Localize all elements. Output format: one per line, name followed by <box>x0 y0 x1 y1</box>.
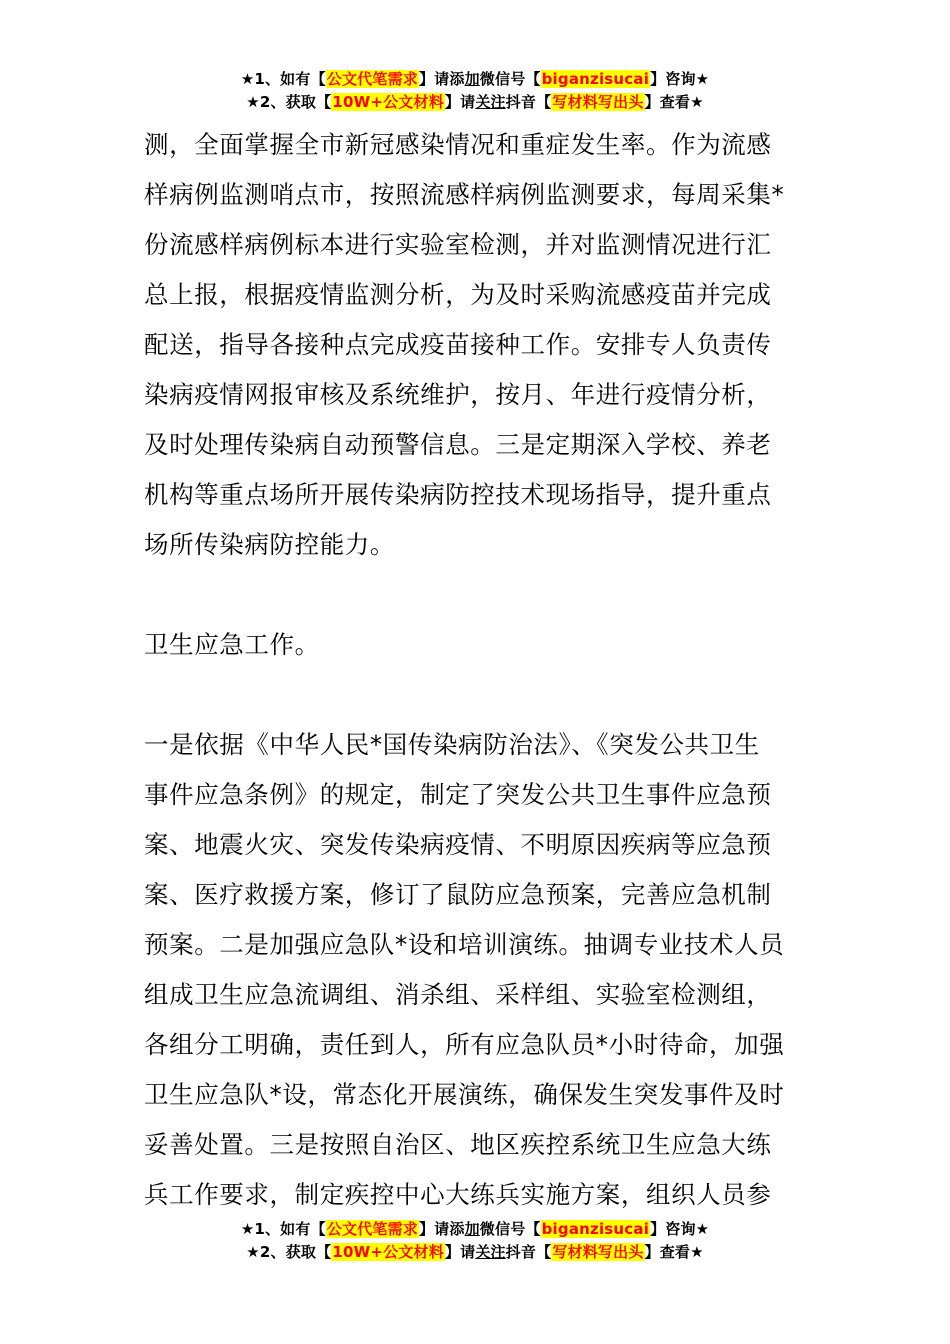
paragraph-2 <box>144 720 810 1220</box>
text-line: 染病疫情网报审核及系统维护，按月、年进行疫情分析， <box>144 380 772 409</box>
section-heading: 卫生应急工作。 <box>144 630 320 659</box>
promo-line-1: ★1、如有【公文代笔需求】请添加微信号【biganzisucai】咨询★ <box>240 1220 710 1238</box>
paragraph-spacer <box>144 670 810 720</box>
wechat-id-highlight: biganzisucai <box>541 70 650 88</box>
text-line: 及时处理传染病自动预警信息。三是定期深入学校、养老 <box>144 430 772 459</box>
paragraph-1 <box>144 120 810 570</box>
douyin-highlight: 写材料写出头 <box>552 1243 644 1261</box>
text-line: 份流感样病例标本进行实验室检测，并对监测情况进行汇 <box>144 230 772 259</box>
document-body <box>144 120 810 1220</box>
bottom-promo-banner <box>0 1218 950 1264</box>
text-line: 配送，指导各接种点完成疫苗接种工作。安排专人负责传 <box>144 330 772 359</box>
promo-highlight: 10W+公文材料 <box>332 1243 444 1261</box>
promo-highlight: 公文代笔需求 <box>326 1220 418 1238</box>
text-line: 事件应急条例》的规定，制定了突发公共卫生事件应急预 <box>144 780 772 809</box>
promo-line-1: ★1、如有【公文代笔需求】请添加微信号【biganzisucai】咨询★ <box>240 70 710 88</box>
promo-line-2: ★2、获取【10W+公文材料】请关注抖音【写材料写出头】查看★ <box>246 1243 704 1261</box>
douyin-highlight: 写材料写出头 <box>552 93 644 111</box>
text-line: 机构等重点场所开展传染病防控技术现场指导，提升重点 <box>144 480 772 509</box>
promo-highlight: 公文代笔需求 <box>326 70 418 88</box>
top-promo-banner <box>0 68 950 114</box>
promo-line-2: ★2、获取【10W+公文材料】请关注抖音【写材料写出头】查看★ <box>246 93 704 111</box>
text-line: 案、医疗救援方案，修订了鼠防应急预案，完善应急机制 <box>144 880 772 909</box>
wechat-id-highlight: biganzisucai <box>541 1220 650 1238</box>
text-line: 总上报，根据疫情监测分析，为及时采购流感疫苗并完成 <box>144 280 772 309</box>
text-line: 预案。二是加强应急队*设和培训演练。抽调专业技术人员 <box>144 930 785 959</box>
text-line: 样病例监测哨点市，按照流感样病例监测要求，每周采集* <box>144 180 785 209</box>
text-line: 兵工作要求，制定疾控中心大练兵实施方案，组织人员参 <box>144 1180 772 1209</box>
text-line: 测，全面掌握全市新冠感染情况和重症发生率。作为流感 <box>144 130 772 159</box>
text-line: 妥善处置。三是按照自治区、地区疾控系统卫生应急大练 <box>144 1130 772 1159</box>
promo-highlight: 10W+公文材料 <box>332 93 444 111</box>
text-line: 场所传染病防控能力。 <box>144 530 395 559</box>
text-line: 案、地震火灾、突发传染病疫情、不明原因疾病等应急预 <box>144 830 772 859</box>
paragraph-spacer <box>144 570 810 620</box>
text-line: 卫生应急队*设，常态化开展演练，确保发生突发事件及时 <box>144 1080 785 1109</box>
text-line: 一是依据《中华人民*国传染病防治法》、《突发公共卫生 <box>144 730 760 759</box>
text-line: 组成卫生应急流调组、消杀组、采样组、实验室检测组， <box>144 980 772 1009</box>
text-line: 各组分工明确，责任到人，所有应急队员*小时待命，加强 <box>144 1030 785 1059</box>
